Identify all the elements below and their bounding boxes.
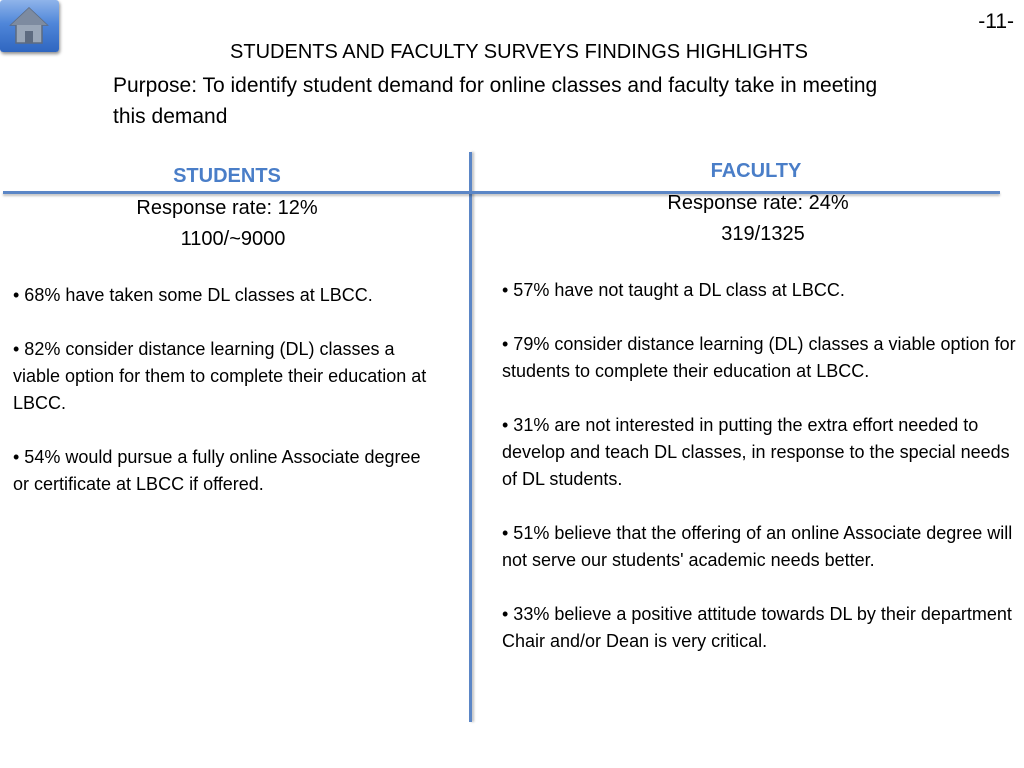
- students-response-rate: Response rate: 12%: [136, 197, 318, 219]
- vertical-divider: [469, 152, 472, 722]
- list-item: • 51% believe that the offering of an online Associate degree will not serve our students' academic needs better.: [502, 523, 1013, 570]
- students-heading: STUDENTS: [173, 165, 281, 187]
- list-item: • 57% have not taught a DL class at LBCC.: [502, 280, 845, 300]
- students-ratio: 1100/~9000: [180, 228, 286, 250]
- list-item: • 33% believe a positive attitude towards DL by their department Chair and/or Dean is very critical.: [502, 604, 1012, 651]
- faculty-ratio: 319/1325: [721, 223, 805, 245]
- list-item: • 31% are not interested in putting the extra effort needed to develop and teach DL classes, in response to the special needs of DL students.: [502, 415, 1010, 489]
- faculty-heading: FACULTY: [710, 160, 802, 182]
- list-item: • 68% have taken some DL classes at LBCC.: [13, 285, 373, 305]
- students-findings: [13, 282, 438, 498]
- slide-title: STUDENTS AND FACULTY SURVEYS FINDINGS HIGHLIGHTS: [230, 41, 808, 63]
- faculty-response-rate: Response rate: 24%: [667, 192, 849, 214]
- faculty-findings: [502, 277, 1017, 655]
- list-item: • 54% would pursue a fully online Associate degree or certificate at LBCC if offered.: [13, 447, 421, 494]
- list-item: • 82% consider distance learning (DL) classes a viable option for them to complete their education at LBCC.: [13, 339, 427, 413]
- list-item: • 79% consider distance learning (DL) classes a viable option for students to complete their education at LBCC.: [502, 334, 1016, 381]
- purpose-statement: Purpose: To identify student demand for online classes and faculty take in meeting this demand: [113, 74, 878, 128]
- page-number: -11-: [978, 10, 1014, 33]
